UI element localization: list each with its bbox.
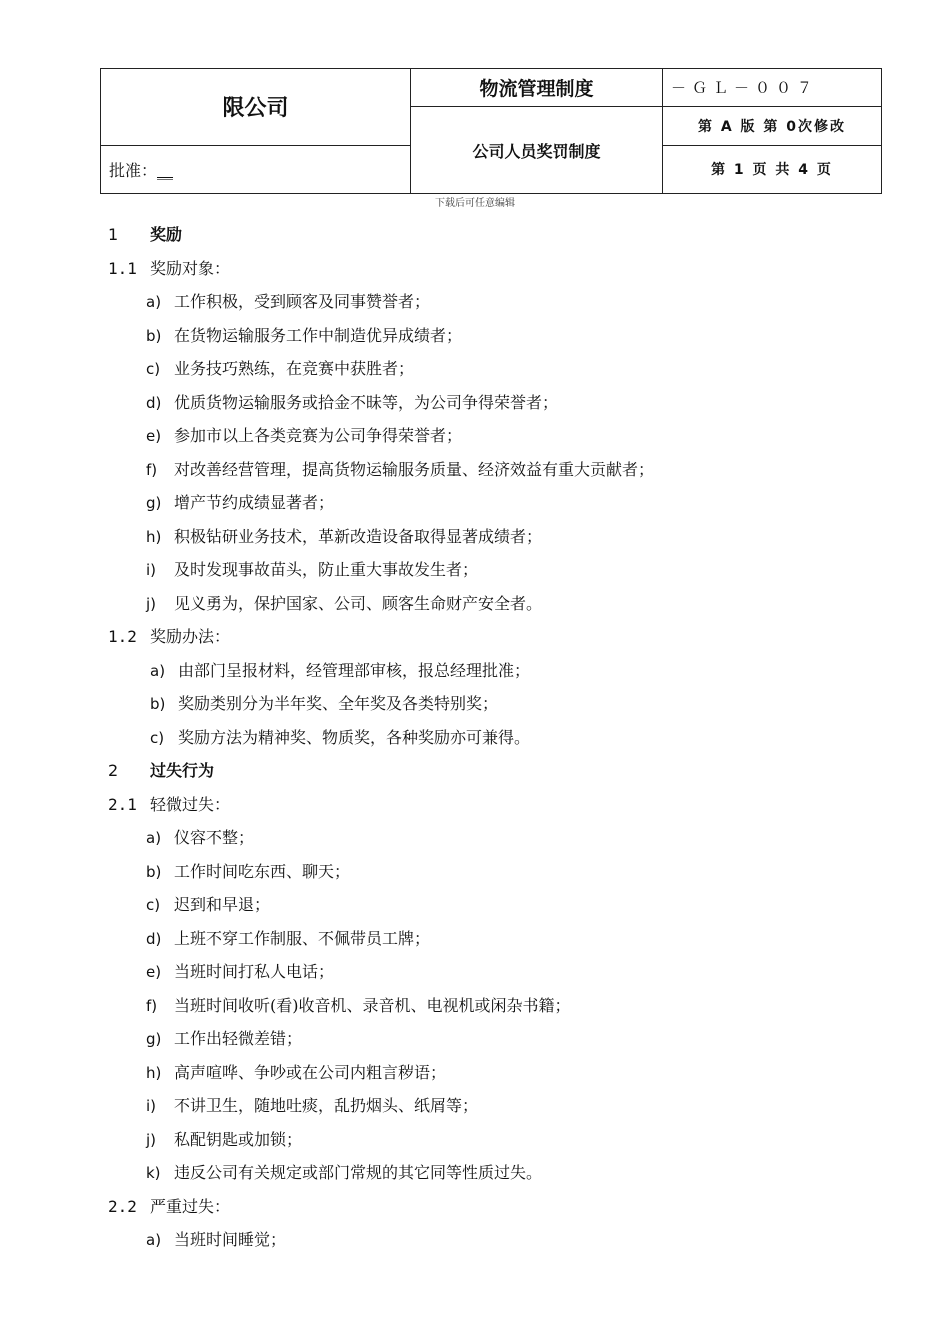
list-item-marker: e) [146,963,162,981]
subsection-number: 1.2 [108,627,137,646]
list-item-marker: b) [150,695,166,713]
list-item-marker: a) [150,661,166,680]
subsection-heading [108,620,888,654]
list-item-text: 优质货物运输服务或拾金不昧等，为公司争得荣誉者； [174,392,559,412]
list-item-marker: c) [146,360,161,378]
list-item-text: 私配钥匙或加锁； [174,1129,303,1149]
company-name: 限公司 [101,69,411,146]
subsection-title: 轻微过失： [150,794,231,814]
subsection-heading [108,788,888,822]
list-item-marker: g) [146,494,162,512]
subsection-number: 2.2 [108,1196,137,1216]
list-item-marker: i) [146,1097,157,1115]
list-item-text: 见义勇为，保护国家、公司、顾客生命财产安全者。 [174,593,543,613]
list-item-marker: j) [146,594,157,613]
list-item-marker: a) [146,829,162,847]
list-item [108,352,888,386]
section-heading [108,218,888,252]
list-item-text: 增产节约成绩显著者； [174,493,335,512]
list-item [108,419,888,453]
list-item-marker: h) [146,527,162,546]
list-item-text: 上班不穿工作制服、不佩带员工牌； [174,928,431,948]
section-heading [108,754,888,788]
list-item [108,453,888,487]
list-item-text: 积极钻研业务技术，革新改造设备取得显著成绩者； [174,526,543,546]
list-item-text: 参加市以上各类竞赛为公司争得荣誉者； [174,426,463,445]
list-item [108,855,888,889]
approval-label: 批准： [109,160,158,180]
list-item-text: 工作出轻微差错； [174,1029,303,1048]
section-number: 2 [108,761,119,780]
list-item-marker: b) [146,862,162,881]
list-item-text: 及时发现事故苗头，防止重大事故发生者； [174,560,479,579]
list-item-marker: f) [146,460,158,479]
subsection-title: 奖励对象： [150,258,231,278]
list-item-text: 迟到和早退； [174,895,271,914]
document-code: －ＧＬ－００７ [663,69,882,107]
list-item [108,285,888,319]
list-item [108,989,888,1023]
list-item [108,922,888,956]
page-info: 第 1 页 共 4 页 [663,145,882,193]
list-item [108,1123,888,1157]
list-item-marker: b) [146,326,162,345]
list-item-text: 当班时间打私人电话； [174,962,335,981]
list-item [108,721,888,755]
list-item [108,687,888,721]
list-item-text: 在货物运输服务工作中制造优异成绩者； [174,325,463,345]
list-item-marker: c) [146,896,161,914]
subsection-heading [108,1190,888,1224]
list-item [108,319,888,353]
list-item-text: 违反公司有关规定或部门常规的其它同等性质过失。 [174,1163,543,1182]
document-header-table [100,68,882,194]
list-item-text: 工作时间吃东西、聊天； [174,861,351,881]
list-item [108,1223,888,1257]
list-item [108,1022,888,1056]
list-item-text: 工作积极，受到顾客及同事赞誉者； [174,292,431,311]
list-item-text: 奖励方法为精神奖、物质奖，各种奖励亦可兼得。 [178,727,531,747]
list-item [108,386,888,420]
list-item-marker: g) [146,1030,162,1048]
list-item [108,1156,888,1190]
list-item-text: 不讲卫生，随地吐痰，乱扔烟头、纸屑等； [174,1096,479,1115]
list-item-text: 业务技巧熟练，在竞赛中获胜者； [174,359,415,378]
section-number: 1 [108,225,119,244]
list-item [108,1089,888,1123]
approval-value: __ [157,160,174,180]
list-item-marker: f) [146,996,158,1015]
list-item-text: 当班时间睡觉； [174,1230,287,1249]
section-title: 过失行为 [150,761,215,780]
list-item-text: 高声喧哗、争吵或在公司内粗言秽语； [174,1062,447,1082]
list-item [108,1056,888,1090]
list-item-text: 当班时间收听(看)收音机、录音机、电视机或闲杂书籍； [174,995,571,1015]
list-item [108,587,888,621]
subsection-number: 1.1 [108,258,137,278]
list-item-marker: c) [150,728,165,747]
list-item [108,654,888,688]
list-item-marker: i) [146,561,157,579]
document-title: 物流管理制度 [411,69,663,107]
list-item-text: 奖励类别分为半年奖、全年奖及各类特别奖； [178,694,499,713]
version-info: 第 A 版 第 0次修改 [663,107,882,145]
list-item [108,486,888,520]
list-item-marker: e) [146,427,162,445]
list-item-marker: d) [146,393,162,412]
list-item [108,955,888,989]
list-item-marker: j) [146,1130,157,1149]
list-item-text: 仪容不整； [174,828,255,847]
list-item-marker: a) [146,1231,162,1249]
list-item [108,821,888,855]
list-item-marker: a) [146,293,162,311]
section-title: 奖励 [150,225,183,244]
subsection-heading [108,252,888,286]
list-item [108,520,888,554]
subsection-title: 严重过失： [150,1196,231,1216]
subsection-number: 2.1 [108,794,137,814]
list-item-marker: h) [146,1063,162,1082]
watermark-text: 下载后可任意编辑 [435,198,515,209]
approval-field [101,145,411,193]
list-item-text: 由部门呈报材料，经管理部审核，报总经理批准； [178,660,531,680]
list-item-text: 对改善经营管理，提高货物运输服务质量、经济效益有重大贡献者； [174,459,655,479]
list-item-marker: k) [146,1164,161,1182]
document-subtitle: 公司人员奖罚制度 [411,107,663,194]
list-item-marker: d) [146,929,162,948]
document-body [108,218,888,1257]
subsection-title: 奖励办法： [150,627,231,646]
list-item [108,553,888,587]
list-item [108,888,888,922]
